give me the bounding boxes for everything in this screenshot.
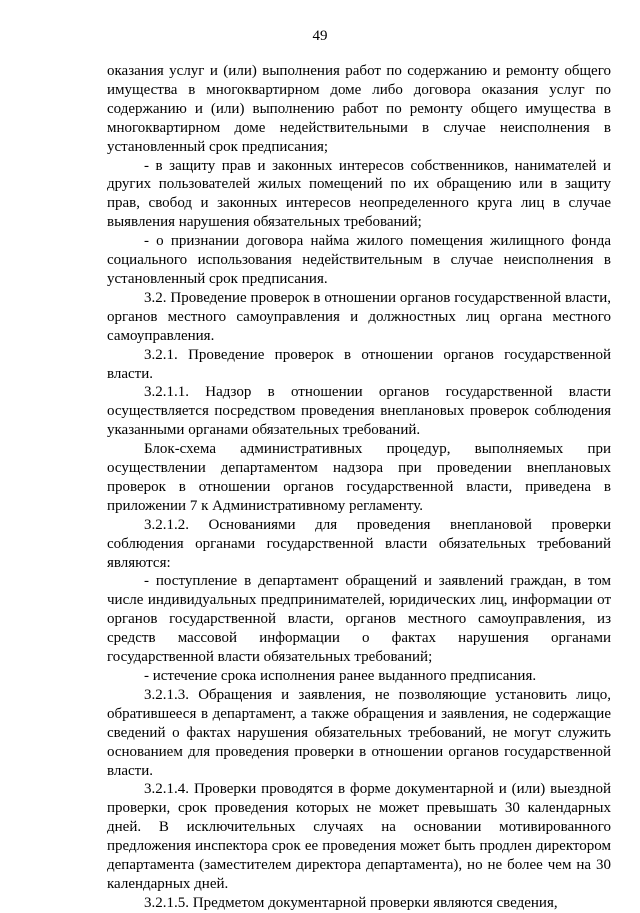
- page-number: 49: [312, 28, 328, 44]
- paragraph: оказания услуг и (или) выполнения работ по содержанию и ремонту общего имущества в многоквартирном доме либо договора оказания услуг по содержанию и (или) выполнению работ по ремонту общего имущества в многоквартирном доме недействительными в случае неисполнения в установленный срок предписания;: [107, 63, 611, 155]
- paragraph: 3.2.1. Проведение проверок в отношении органов государственной власти.: [107, 346, 611, 382]
- paragraph: 3.2.1.2. Основаниями для проведения внеплановой проверки соблюдения органами государственной власти обязательных требований являются:: [107, 516, 611, 571]
- paragraph: Блок-схема административных процедур, выполняемых при осуществлении департаментом надзора при проведении внеплановых проверок в отношении органов государственной власти, приведена в приложении 7 к Административному регламенту.: [107, 441, 611, 514]
- paragraph: - в защиту прав и законных интересов собственников, нанимателей и других пользователей жилых помещений по их обращению или в защиту прав, свобод и законных интересов неопределенного круга лиц в случае выявления нарушения обязательных требований;: [107, 157, 611, 231]
- paragraph: 3.2.1.4. Проверки проводятся в форме документарной и (или) выездной проверки, срок проведения которых не может превышать 30 календарных дней. В исключительных случаях на основании мотивированного предложения инспектора срок ее проведения может быть продлен директором департамента (заместителем директора департамента), но не более чем на 30 календарных дней.: [107, 781, 611, 892]
- paragraph: - поступление в департамент обращений и заявлений граждан, в том числе индивидуальных предпринимателей, юридических лиц, информации от органов государственной власти, органов местного самоуправления, из средств массовой информации о фактах нарушения органами государственной власти обязательных требований;: [107, 573, 611, 666]
- paragraph: - истечение срока исполнения ранее выданного предписания.: [144, 668, 537, 684]
- document-body: [107, 62, 611, 913]
- paragraph: 3.2.1.1. Надзор в отношении органов государственной власти осуществляется посредством проведения внеплановых проверок соблюдения указанными органами обязательных требований.: [107, 384, 611, 439]
- paragraph: - о признании договора найма жилого помещения жилищного фонда социального использования недействительным в случае неисполнения в установленный срок предписания.: [107, 233, 611, 287]
- paragraph: 3.2.1.3. Обращения и заявления, не позволяющие установить лицо, обратившееся в департамент, а также обращения и заявления, не содержащие сведений о фактах нарушения обязательных требований, не могут служить основанием для проведения проверки в отношении органов государственной власти.: [107, 686, 611, 779]
- paragraph: 3.2.1.5. Предметом документарной проверки являются сведения,: [144, 894, 558, 911]
- paragraph: 3.2. Проведение проверок в отношении органов государственной власти, органов местного самоуправления и должностных лиц органа местного самоуправления.: [107, 289, 611, 344]
